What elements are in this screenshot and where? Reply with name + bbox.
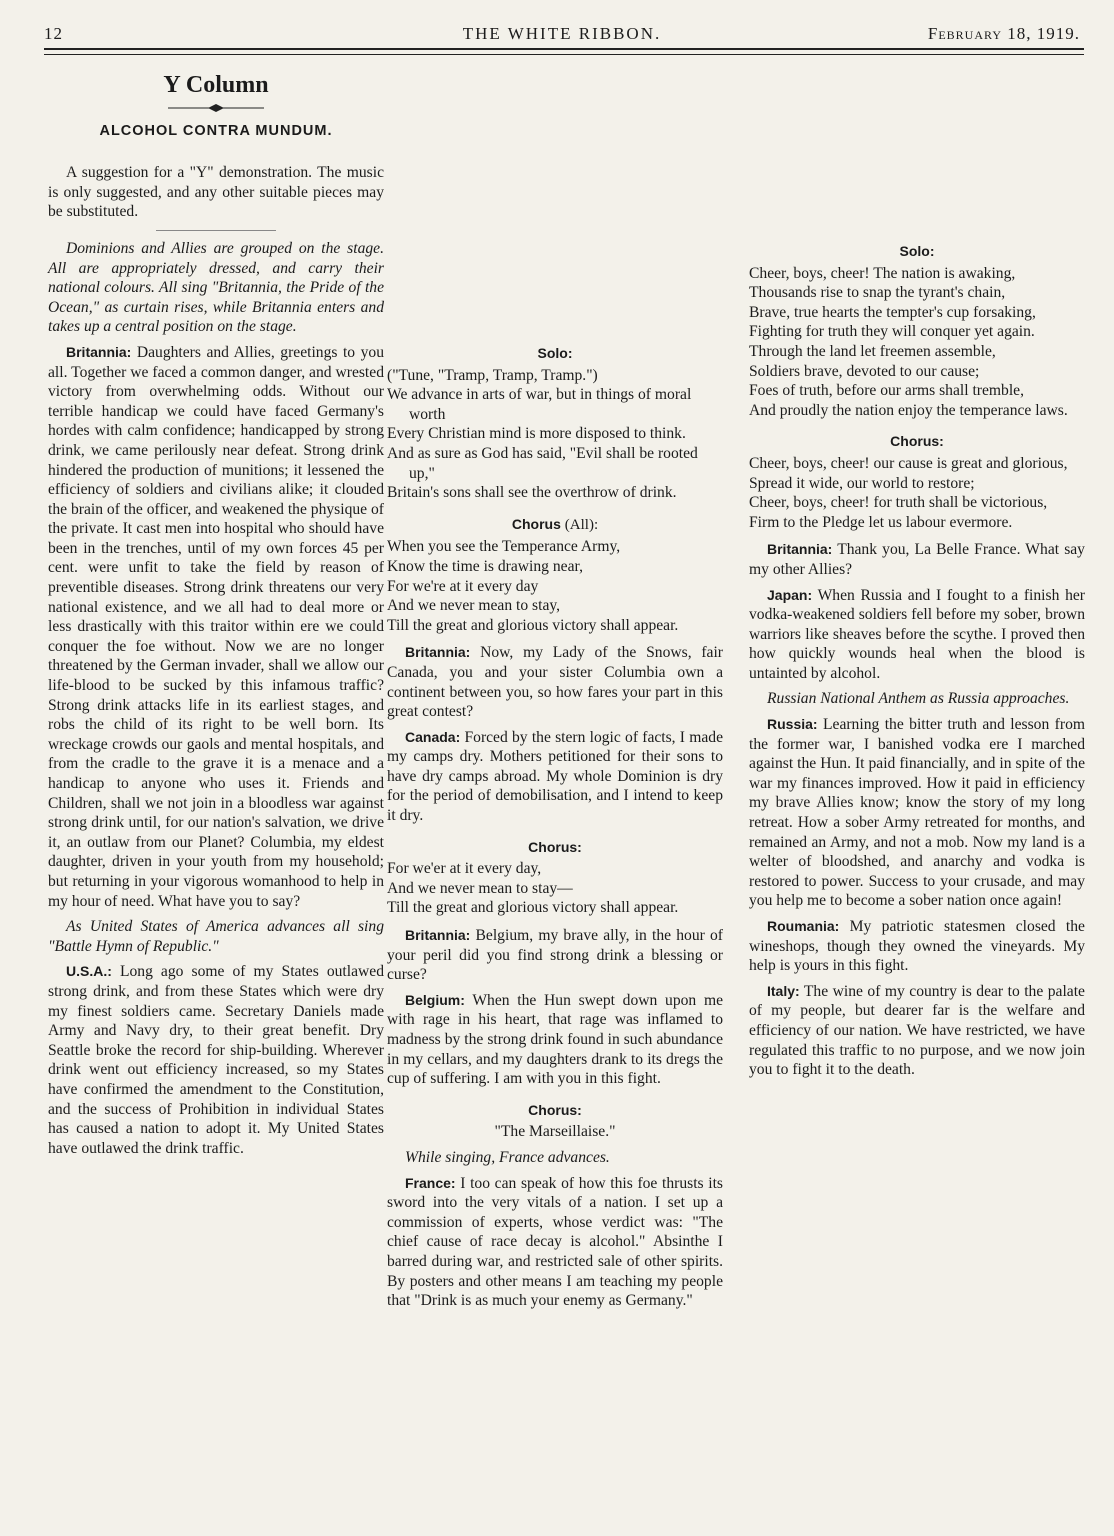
song-title: "The Marseillaise." xyxy=(494,1123,616,1141)
song-label: Chorus: xyxy=(528,838,582,855)
speech-russia xyxy=(749,715,1085,911)
verse-line: And proudly the nation enjoy the temperance laws. xyxy=(749,401,1068,419)
intro-note: A suggestion for a "Y" demonstration. The music is only suggested, and any other suitable pieces may be substituted. xyxy=(48,164,384,221)
page-header xyxy=(44,18,1080,48)
speech-text: Now, my Lady of the Snows, fair Canada, you and your sister Columbia own a continent between you, so how fares your part in this great contest? xyxy=(387,644,723,721)
verse-line: Till the great and glorious victory shall appear. xyxy=(387,616,679,634)
verse-line: Britain's sons shall see the overthrow of drink. xyxy=(387,484,677,502)
speaker-name: Italy: xyxy=(767,982,800,999)
speech-text: The wine of my country is dear to the palate of my people, but dearer far is the welfare and efficiency of our nation. We have restricted, we have regulated this traffic to no purpose, and we now join you to fight it to the death. xyxy=(749,982,1085,1079)
song-label: Chorus: xyxy=(890,433,944,450)
column-2 xyxy=(387,332,723,1317)
newspaper-title: THE WHITE RIBBON. xyxy=(462,24,662,43)
verse-line: Soldiers brave, devoted to our cause; xyxy=(749,362,980,380)
verse-line: And as sure as God has said, "Evil shall be rooted up," xyxy=(387,444,698,482)
song-verse xyxy=(387,537,723,635)
verse-line: For we'er at it every day, xyxy=(387,860,542,878)
speaker-name: Japan: xyxy=(767,586,813,603)
ornament-divider xyxy=(168,104,264,112)
speech-text: Forced by the stern logic of facts, I made my camps dry. Mothers petitioned for their sons to have dry camps abroad. My whole Dominion is dry for the period of demobilisation, and I intend to keep it dry. xyxy=(387,728,723,825)
short-divider xyxy=(156,230,276,231)
verse-line: Fighting for truth they will conquer yet again. xyxy=(749,323,1035,341)
verse-line: Through the land let freemen assemble, xyxy=(749,342,996,360)
speech-belgium xyxy=(387,991,723,1089)
verse-line: Brave, true hearts the tempter's cup forsaking, xyxy=(749,303,1036,321)
speech-text: Daughters and Allies, greetings to you all. Together we faced a common danger, and wrested victory from overwhelming odds. Without our terrible handicap we could have faced Germany's hordes with calm confidence; handicapped by strong drink, we came perilously near defeat. Strong drink hindered the production of munitions; it lessened the efficiency of soldiers and civilians alike; it clouded the brain of the officer, and weakened the physique of the private. It cast men into hospital who should have been in the trenches, until of my own forces 45 per cent. were unfit to take the field by reason of preventible diseases. Strong drink threatens our very national existence, and we all had to deal more or less drastically with this traitor within ere we could conquer the foe without. Now we are no longer threatened by the German invader, shall we allow our life-blood to be sucked by this infamous traffic? Strong drink attacks life in its earliest stages, and robs the child of its right to be well born. Its wreckage crowds our gaols and mental hospitals, and from the cradle to the grave it is a menace and a handicap to anyone who uses it. Friends and Children, shall we not join in a bloodless war against strong drink until, for our nation's salvation, we drive it, an outlaw from our Planet? Columbia, my eldest daughter, driven in your youth from my household; but returning in your vigorous womanhood to help in my hour of need. What have you to say? xyxy=(48,343,384,910)
song-tune: ("Tune, "Tramp, Tramp, Tramp.") xyxy=(387,366,598,384)
speech-britannia xyxy=(387,926,723,985)
song-label: Chorus (All): xyxy=(511,515,599,533)
speech-text: Long ago some of my States outlawed strong drink, and from these States which were dry my finest soldiers came. Secretary Daniels made Army and Navy dry, to their great benefit. Dry Seattle broke the record for ship-building. Wherever drink went out efficiency increased, so my States have confirmed the amendment to the Constitution, and the success of Prohibition in individual States has caused a nation to adopt it. My United States have outlawed the drink traffic. xyxy=(48,963,384,1157)
speaker-name: Britannia: xyxy=(767,541,833,558)
speech-text: Thank you, La Belle France. What say my other Allies? xyxy=(749,541,1085,578)
verse-line: When you see the Temperance Army, xyxy=(387,538,621,556)
speaker-name: France: xyxy=(405,1174,456,1191)
speech-britannia xyxy=(387,643,723,721)
verse-line: Know the time is drawing near, xyxy=(387,557,583,575)
verse-line: And we never mean to stay, xyxy=(387,597,561,615)
column-3 xyxy=(749,230,1085,1086)
header-rule xyxy=(44,48,1084,50)
speech-usa xyxy=(48,962,384,1158)
verse-line: Cheer, boys, cheer! for truth shall be victorious, xyxy=(749,494,1048,512)
verse-line: Every Christian mind is more disposed to think. xyxy=(387,425,686,443)
speech-britannia xyxy=(48,343,384,911)
speech-france xyxy=(387,1174,723,1311)
article-title: ALCOHOL CONTRA MUNDUM. xyxy=(99,122,333,139)
speech-canada xyxy=(387,728,723,826)
page-number: 12 xyxy=(44,24,63,43)
speaker-name: Canada: xyxy=(405,728,461,745)
song-label: Solo: xyxy=(899,243,935,259)
header-rule-thin xyxy=(44,54,1084,55)
verse-line: Cheer, boys, cheer! The nation is awaking, xyxy=(749,264,1016,282)
speech-text: I too can speak of how this foe thrusts its sword into the very vitals of a nation. I set up a commission of experts, whose verdict was: "The chief cause of race decay is alcohol." Absinthe I barred during war, and restricted sale of other spirits. By posters and other means I am teaching my people that "Drink is as much your enemy as Germany." xyxy=(387,1174,723,1310)
verse-line: Firm to the Pledge let us labour evermore. xyxy=(749,513,1013,531)
speech-japan xyxy=(749,586,1085,684)
speaker-name: Britannia: xyxy=(405,644,471,661)
verse-line: Thousands rise to snap the tyrant's chain, xyxy=(749,284,1006,302)
speaker-name: U.S.A.: xyxy=(66,963,112,980)
section-title: Y Column xyxy=(163,72,269,98)
verse-line: We advance in arts of war, but in things of moral worth xyxy=(387,386,692,423)
verse-line: Foes of truth, before our arms shall tremble, xyxy=(749,382,1024,400)
song-verse xyxy=(749,454,1085,532)
stage-direction: While singing, France advances. xyxy=(405,1148,610,1166)
column-1 xyxy=(48,68,384,1164)
speaker-name: Belgium: xyxy=(405,991,465,1008)
verse-line: Till the great and glorious victory shall appear. xyxy=(387,899,679,917)
speaker-name: Britannia: xyxy=(405,927,471,944)
speech-text: When the Hun swept down upon me with rage in his heart, that rage was inflamed to madness by the strong drink found in such abundance in my cellars, and my daughters drank to its dregs the cup of suffering. I am with you in this fight. xyxy=(387,991,723,1088)
song-verse xyxy=(749,264,1085,421)
song-label: Solo: xyxy=(537,345,573,361)
verse-line: Cheer, boys, cheer! our cause is great and glorious, xyxy=(749,454,1068,472)
verse-line: Spread it wide, our world to restore; xyxy=(749,474,975,492)
speech-italy xyxy=(749,982,1085,1080)
speech-roumania xyxy=(749,917,1085,976)
speech-text: Belgium, my brave ally, in the hour of your peril did you find strong drink a blessing or curse? xyxy=(387,927,723,984)
stage-direction: Dominions and Allies are grouped on the stage. All are appropriately dressed, and carry their national colours. All sing "Britannia, the Pride of the Ocean," as curtain rises, while Britannia enters and takes up a central position on the stage. xyxy=(48,239,384,336)
speaker-name: Russia: xyxy=(767,716,818,733)
issue-date: February 18, 1919. xyxy=(927,24,1080,43)
song-verse xyxy=(387,859,723,918)
speech-text: My patriotic statesmen closed the wineshops, though they owned the vineyards. My help is yours in this fight. xyxy=(749,918,1085,975)
speaker-name: Roumania: xyxy=(767,918,840,934)
speech-text: Learning the bitter truth and lesson from the former war, I banished vodka ere I marched against the Hun. It paid financially, and in spite of the war my finances improved. How it paid in efficiency my brave Allies know; know the story of my long retreat. How a sober Army retreated for months, and remained an Army, and not a mob. Now my land is a welter of bloodshed, and anarchy and vodka is restored to power. Success to your crusade, and may you help me to become a sober nation once again! xyxy=(749,716,1085,910)
song-label: Chorus: xyxy=(528,1101,582,1118)
verse-line: For we're at it every day xyxy=(387,577,539,595)
verse-line: And we never mean to stay— xyxy=(387,879,573,897)
song-verse xyxy=(387,366,723,503)
speech-britannia xyxy=(749,540,1085,579)
speaker-name: Britannia: xyxy=(66,343,132,360)
speech-text: When Russia and I fought to a finish her vodka-weakened soldiers fell before my sober, brown warriors like sheaves before the scythe. I proved then how quickly wounds heal when the blood is untainted by alcohol. xyxy=(749,586,1085,682)
stage-direction: As United States of America advances all sing "Battle Hymn of Republic." xyxy=(48,918,384,955)
stage-direction: Russian National Anthem as Russia approaches. xyxy=(767,690,1070,708)
